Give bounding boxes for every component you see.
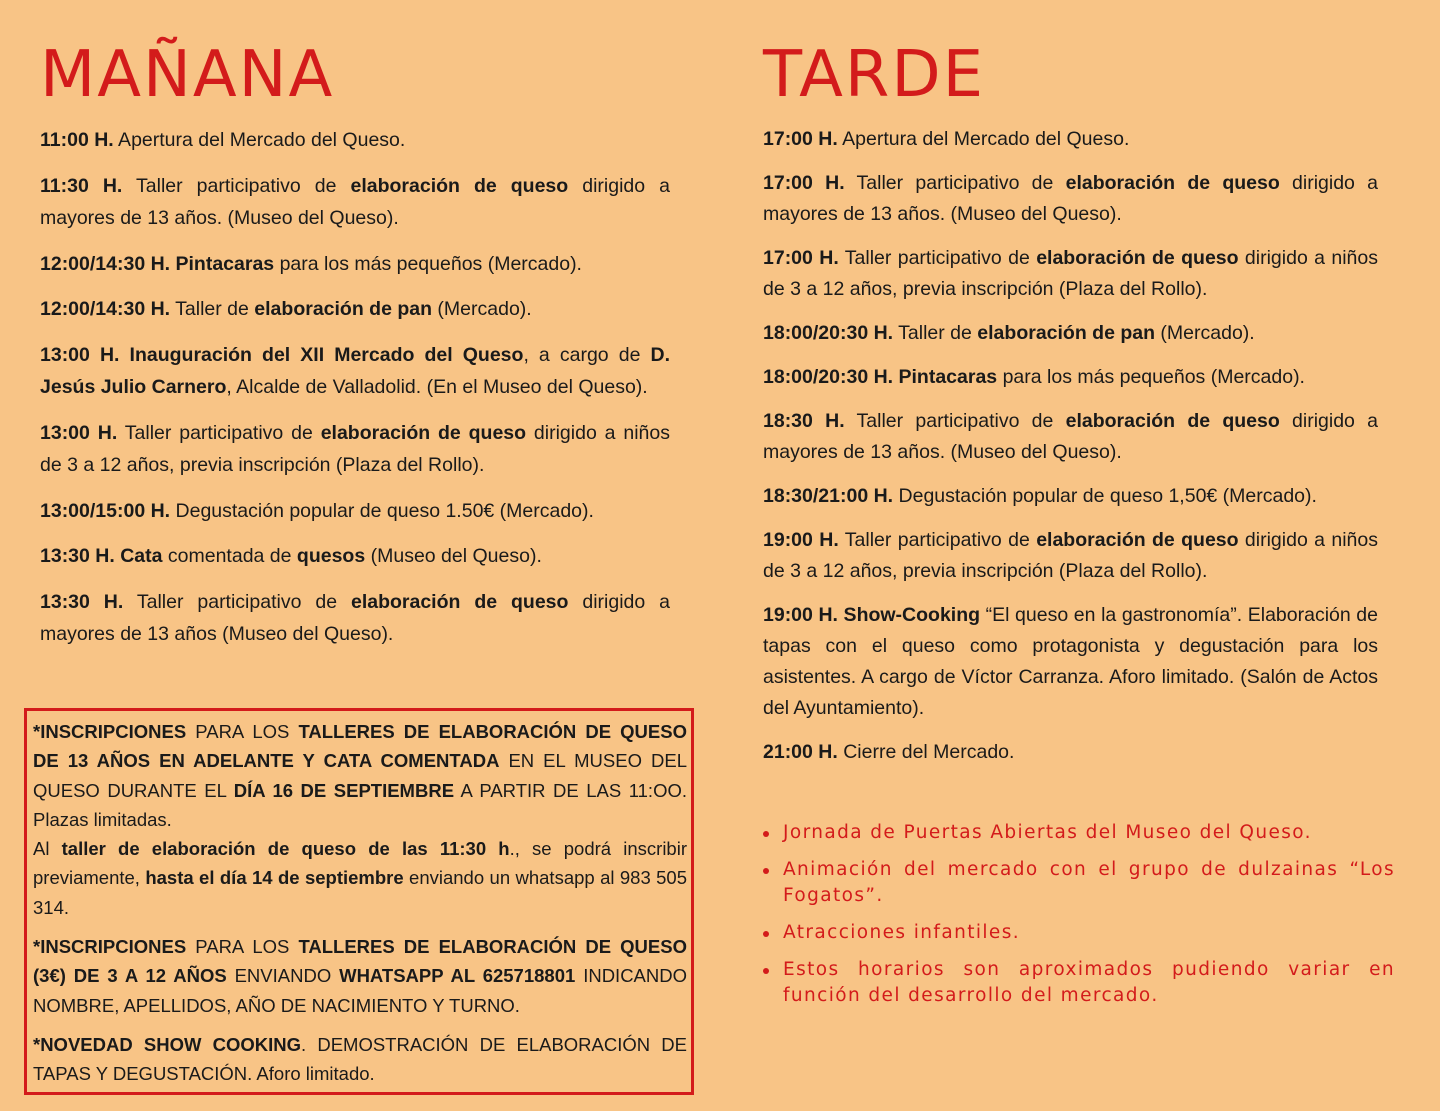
text-span: Degustación popular de queso 1,50€ (Mercado). <box>893 485 1317 507</box>
bold-text: elaboración de queso <box>320 421 527 444</box>
bold-text: WHATSAPP AL 625718801 <box>339 965 576 987</box>
bold-text: DÍA 16 DE SEPTIEMBRE <box>233 779 455 801</box>
text-span: Degustación popular de queso 1.50€ (Mercado). <box>170 499 594 522</box>
note-text: Atracciones infantiles. <box>783 922 1021 943</box>
text-span: “El queso en la gastronomía”. Elaboración de tapas con el queso como protagonista y degustación para los asistentes. A cargo de Víctor Carranza. Aforo limitado. (Salón de Actos del Ayuntamiento). <box>763 604 1378 719</box>
text-span: PARA LOS <box>186 721 299 742</box>
text-span: dirigido a niños de 3 a 12 años, previa inscripción (Plaza del Rollo). <box>763 529 1378 582</box>
text-span: , Alcalde de Valladolid. (En el Museo del Queso). <box>226 376 648 398</box>
note-text: Animación del mercado con el grupo de dulzainas “Los Fogatos”. <box>783 859 1395 906</box>
text-span: dirigido a mayores de 13 años. (Museo del Queso). <box>40 174 670 229</box>
schedule-item <box>763 124 1378 155</box>
note-item <box>763 920 1395 946</box>
text-span: dirigido a mayores de 13 años (Museo del Queso). <box>40 590 670 645</box>
text-span: Taller participativo de <box>844 410 1066 432</box>
schedule-item <box>40 339 670 404</box>
text-span: Taller de <box>170 298 255 320</box>
bold-text: 18:30 H. <box>763 410 845 432</box>
bold-text: elaboración de queso <box>350 174 569 197</box>
text-span: EN EL MUSEO DEL QUESO DURANTE EL <box>33 750 687 801</box>
note-text: Jornada de Puertas Abiertas del Museo del Queso. <box>783 822 1312 843</box>
bold-text: 11:30 H. <box>40 174 123 197</box>
schedule-item <box>40 124 670 157</box>
text-span: (Museo del Queso). <box>365 545 542 567</box>
bold-text: TALLERES DE ELABORACIÓN DE QUESO DE 13 AÑOS EN ADELANTE Y CATA COMENTADA <box>33 721 687 772</box>
bold-text: 18:30/21:00 H. <box>763 485 894 507</box>
text-span: dirigido a mayores de 13 años. (Museo del Queso). <box>763 410 1378 463</box>
bold-text: elaboración de pan <box>254 298 433 320</box>
text-span: dirigido a niños de 3 a 12 años, previa inscripción (Plaza del Rollo). <box>40 421 670 476</box>
bold-text: elaboración de pan <box>977 322 1156 344</box>
schedule-item <box>763 168 1378 230</box>
text-span: INDICANDO NOMBRE, APELLIDOS, AÑO DE NACIMIENTO Y TURNO. <box>33 965 687 1016</box>
text-span: (Mercado). <box>432 298 532 320</box>
schedule-item <box>763 362 1378 393</box>
bold-text: 13:30 H. <box>40 590 124 613</box>
text-span: Taller de <box>893 322 978 344</box>
note-text: Estos horarios son aproximados pudiendo variar en función del desarrollo del mercado. <box>783 959 1395 1006</box>
bold-text: *NOVEDAD SHOW COOKING <box>33 1033 302 1055</box>
notes-list <box>763 820 1395 1020</box>
text-span: Taller participativo de <box>123 590 351 613</box>
bold-text: elaboración de queso <box>350 590 569 613</box>
text-span: ., se podrá inscribir previamente, <box>33 838 687 889</box>
text-span: . DEMOSTRACIÓN DE ELABORACIÓN DE TAPAS Y DEGUSTACIÓN. Aforo limitado. <box>33 1033 687 1085</box>
bold-text: 17:00 H. <box>763 247 839 269</box>
schedule-item <box>40 495 670 528</box>
text-span: para los más pequeños (Mercado). <box>274 252 582 275</box>
bold-text: taller de elaboración de queso de las 11:30 h <box>61 838 510 860</box>
bold-text: elaboración de queso <box>1065 172 1280 194</box>
bold-text: *INSCRIPCIONES <box>33 936 187 958</box>
schedule-item <box>763 406 1378 468</box>
text-span: dirigido a niños de 3 a 12 años, previa inscripción (Plaza del Rollo). <box>763 247 1378 300</box>
bold-text: 12:00/14:30 H. <box>40 298 171 320</box>
text-span: Taller participativo de <box>838 247 1037 269</box>
bold-text: 17:00 H. <box>763 128 838 150</box>
bold-text: 17:00 H. <box>763 172 845 194</box>
text-span: A PARTIR DE LAS 11:OO. Plazas limitadas. <box>33 779 687 830</box>
text-span: Taller participativo de <box>838 529 1037 551</box>
notice-paragraph <box>33 1030 687 1089</box>
text-span: Al <box>33 838 62 860</box>
text-span: dirigido a mayores de 13 años. (Museo del Queso). <box>763 172 1378 225</box>
schedule-item <box>40 586 670 651</box>
morning-title: MAÑANA <box>40 38 335 112</box>
text-span: Taller participativo de <box>122 174 351 197</box>
bullet-icon <box>763 931 769 937</box>
bold-text: 11:00 H. <box>40 129 114 151</box>
morning-events-list <box>40 124 670 664</box>
bold-text: TALLERES DE ELABORACIÓN DE QUESO (3€) DE 3 A 12 AÑOS <box>33 936 687 987</box>
bold-text: 21:00 H. <box>763 741 838 763</box>
text-span: PARA LOS <box>186 936 299 958</box>
note-item <box>763 957 1395 1009</box>
schedule-item <box>763 525 1378 587</box>
bold-text: elaboración de queso <box>1036 247 1239 269</box>
bold-text: 13:00 H. <box>40 421 118 444</box>
schedule-item <box>763 318 1378 349</box>
notice-paragraph <box>33 932 687 1020</box>
schedule-item <box>763 481 1378 512</box>
schedule-item <box>40 248 670 281</box>
schedule-item <box>763 737 1378 768</box>
bold-text: 13:30 H. Cata <box>40 545 163 567</box>
text-span: , a cargo de <box>523 343 651 366</box>
bold-text: quesos <box>296 545 366 567</box>
text-span: ENVIANDO <box>226 965 340 987</box>
afternoon-title: TARDE <box>763 38 986 112</box>
bold-text: D. Jesús Julio Carnero <box>40 343 670 398</box>
bold-text: 19:00 H. Show-Cooking <box>763 604 981 626</box>
text-span: Taller participativo de <box>117 421 321 444</box>
bold-text: 13:00 H. Inauguración del XII Mercado del Queso <box>40 343 524 366</box>
bold-text: 18:00/20:30 H. <box>763 322 894 344</box>
text-span: Apertura del Mercado del Queso. <box>837 128 1130 150</box>
note-item <box>763 857 1395 909</box>
bullet-icon <box>763 868 769 874</box>
text-span: enviando un whatsapp al 983 505 314. <box>33 867 687 918</box>
bold-text: 19:00 H. <box>763 529 839 551</box>
text-span: Apertura del Mercado del Queso. <box>113 129 406 151</box>
note-item <box>763 820 1395 846</box>
schedule-item <box>40 540 670 573</box>
notice-paragraph <box>33 717 687 834</box>
bold-text: 18:00/20:30 H. Pintacaras <box>763 366 998 388</box>
schedule-item <box>40 293 670 326</box>
bold-text: 12:00/14:30 H. Pintacaras <box>40 252 275 275</box>
schedule-item <box>763 243 1378 305</box>
afternoon-events-list <box>763 124 1378 781</box>
registration-notice-box <box>24 708 694 1095</box>
bold-text: elaboración de queso <box>1065 410 1280 432</box>
schedule-item <box>40 417 670 482</box>
schedule-item <box>40 170 670 235</box>
text-span: para los más pequeños (Mercado). <box>997 366 1305 388</box>
bold-text: 13:00/15:00 H. <box>40 499 171 522</box>
bullet-icon <box>763 831 769 837</box>
bold-text: hasta el día 14 de septiembre <box>145 867 404 889</box>
bullet-icon <box>763 968 769 974</box>
bold-text: *INSCRIPCIONES <box>33 721 187 742</box>
text-span: Taller participativo de <box>844 172 1066 194</box>
text-span: comentada de <box>162 545 297 567</box>
text-span: (Mercado). <box>1155 322 1255 344</box>
schedule-item <box>763 600 1378 724</box>
bold-text: elaboración de queso <box>1036 529 1239 551</box>
text-span: Cierre del Mercado. <box>837 741 1015 763</box>
notice-paragraph <box>33 834 687 922</box>
